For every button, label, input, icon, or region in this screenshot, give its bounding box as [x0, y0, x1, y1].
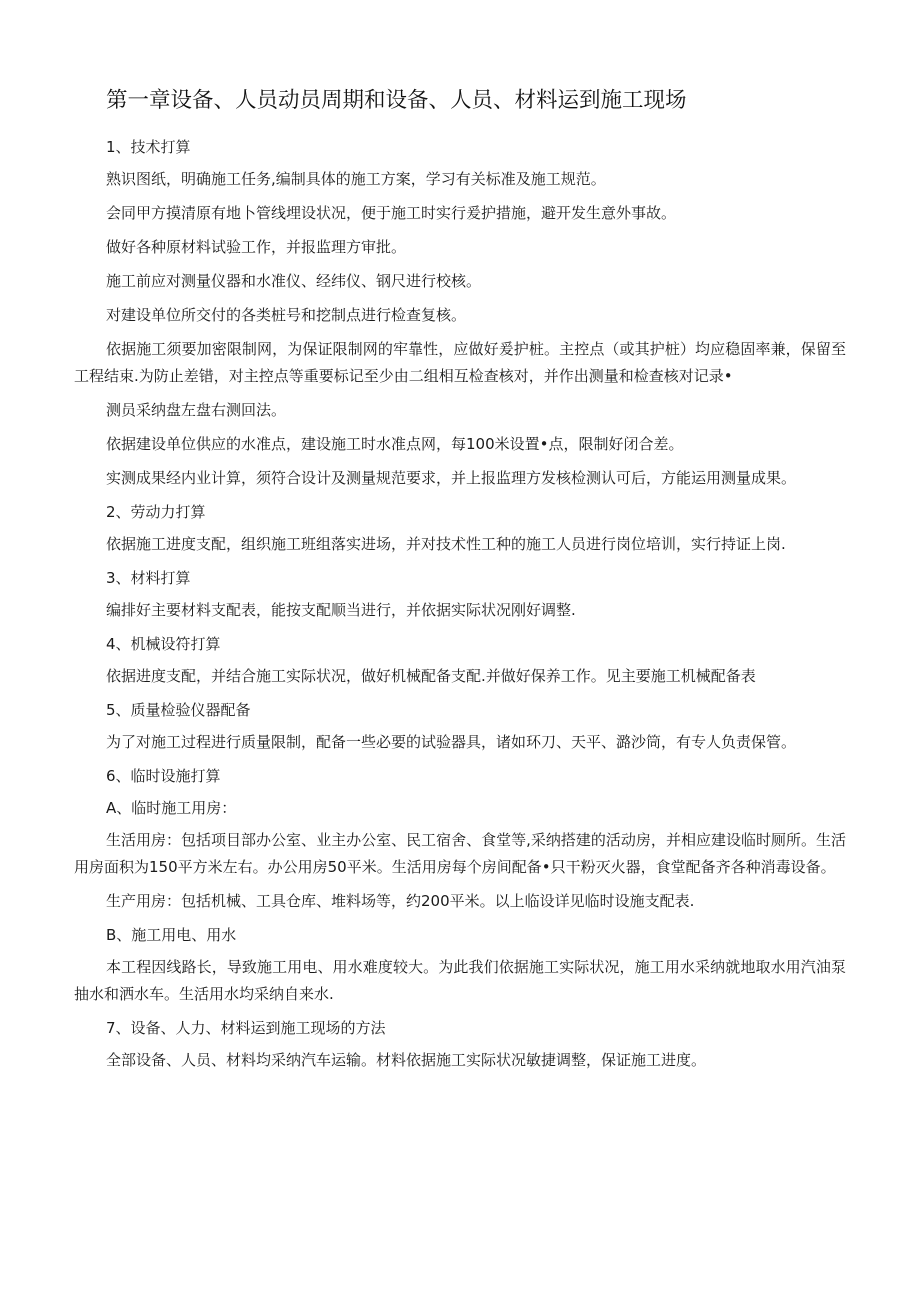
body-paragraph: 实测成果经内业计算，须符合设计及测量规范要求，并上报监理方发核检测认可后，方能运用测量成果。	[106, 469, 797, 488]
body-paragraph: 生活用房：包括项目部办公室、业主办公室、民工宿舍、食堂等,采纳搭建的活动房，并相应建设临时厕所。生活用房面积为150平方米左右。办公用房50平米。生活用房每个房间配备•只干粉灭火器，食堂配备齐各种消毒设备。	[74, 831, 846, 877]
document-body	[74, 134, 846, 1074]
section-heading: 4、机械设符打算	[106, 635, 221, 654]
body-paragraph: 本工程因线路长，导致施工用电、用水难度较大。为此我们依据施工实际状况，施工用水采纳就地取水用汽油泵抽水和洒水车。生活用水均采纳自来水.	[74, 958, 846, 1004]
section-heading: 5、质量检验仪器配备	[106, 701, 251, 720]
body-paragraph: 依据施工进度支配，组织施工班组落实进场，并对技术性工种的施工人员进行岗位培训，实行持证上岗.	[106, 535, 786, 554]
body-paragraph: 编排好主要材料支配表，能按支配顺当进行，并依据实际状况刚好调整.	[106, 601, 576, 620]
section-heading: 6、临时设施打算	[106, 767, 221, 786]
body-paragraph: 做好各种原材料试验工作，并报监理方审批。	[106, 238, 407, 257]
body-paragraph: 测员采纳盘左盘右测回法。	[106, 401, 287, 420]
chapter-title: 第一章设备、人员动员周期和设备、人员、材料运到施工现场	[106, 88, 687, 113]
body-paragraph: 会同甲方摸清原有地卜管线埋设状况，便于施工时实行爰护措施，避开发生意外事故。	[106, 204, 677, 223]
subsection-heading: B、施工用电、用水	[106, 926, 237, 945]
section-heading: 7、设备、人力、材料运到施工现场的方法	[106, 1019, 386, 1038]
body-paragraph: 对建设单位所交付的各类桩号和挖制点进行检查复核。	[106, 306, 467, 325]
section-heading: 3、材料打算	[106, 569, 191, 588]
body-paragraph: 生产用房：包括机械、工具仓库、堆料场等，约200平米。以上临设详见临时设施支配表.	[106, 892, 695, 911]
body-paragraph: 依据建设单位供应的水准点，建设施工时水准点网，每100米设置•点，限制好闭合差。	[106, 435, 684, 454]
body-paragraph: 熟识图纸，明确施工任务,编制具体的施工方案，学习有关标准及施工规范。	[106, 170, 606, 189]
document-page	[74, 86, 846, 1081]
section-heading: 1、技术打算	[106, 138, 191, 157]
body-paragraph: 为了对施工过程进行质量限制，配备一些必要的试验器具，诸如环刀、天平、潞沙筒，有专人负责保管。	[106, 733, 797, 752]
body-paragraph: 全部设备、人员、材料均采纳汽车运输。材料依据施工实际状况敏捷调整，保证施工进度。	[106, 1051, 707, 1070]
body-paragraph: 依据施工须要加密限制网，为保证限制网的牢靠性，应做好爰护桩。主控点（或其护桩）均应稳固率兼，保留至工程结束.为防止差错，对主控点等重要标记至少由二组相互检查核对，并作出测量和检查核对记录•	[74, 340, 846, 386]
body-paragraph: 依据进度支配，并结合施工实际状况，做好机械配备支配.并做好保养工作。见主要施工机械配备表	[106, 667, 756, 686]
subsection-heading: A、临时施工用房：	[106, 799, 237, 818]
body-paragraph: 施工前应对测量仪器和水准仪、经纬仪、钢尺进行校核。	[106, 272, 482, 291]
section-heading: 2、劳动力打算	[106, 503, 206, 522]
